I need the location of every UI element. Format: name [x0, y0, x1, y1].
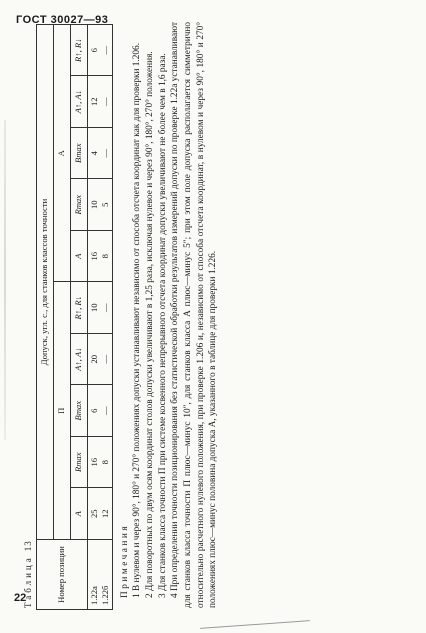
value: 25 — [89, 509, 100, 519]
value: 10 — [89, 200, 100, 210]
cell-a-a-updown — [88, 76, 112, 128]
subheader-a-a: A — [71, 231, 88, 283]
value: 4 — [89, 151, 100, 156]
note-4: 4 При определении точности позиционирования без статистической обработки результатов измерений допуски по проверке 1.22а устанавливают для станков класса точности П плюс—минус 10″, для станков класса А плюс—минус 5″; при этом поле допуска располагается симметрично относительно расчетного нулевого положения, при проверке 1.206 и, независимо от способа отсчета координат, в нулевом и через 90°, 180° и 270° положениях плюс—минус половина допуска А, указанного в таблице для проверки 1.226. — [170, 21, 219, 608]
scan-stray-line — [200, 620, 310, 629]
notes-title: Примечания — [119, 523, 130, 598]
subheader-row — [71, 25, 88, 610]
subheader-p-bmax: Bmax — [71, 385, 88, 437]
document-header: ГОСТ 30027—93 — [16, 14, 109, 26]
value: 6 — [89, 408, 100, 413]
value: 10 — [89, 303, 100, 313]
table-row — [88, 25, 112, 610]
subheader-p-rmax: Rmax — [71, 437, 88, 489]
table-caption-number: 13 — [23, 540, 33, 552]
cell-p-a — [88, 488, 112, 540]
value: 20 — [89, 354, 100, 364]
table-caption — [22, 20, 34, 608]
notes-section — [119, 22, 220, 608]
note-3: 3 Для станков класса точности П при системе косвенного непрерывного отсчета координат допуски увеличивают не более чем в 1,6 раза. — [157, 53, 168, 598]
col-header-class-p: П — [54, 282, 71, 540]
value: — — [99, 97, 110, 107]
subheader-p-a-updown: A↑, A↓ — [71, 334, 88, 386]
col-header-class-a: А — [54, 25, 71, 283]
subheader-a-a-updown: A↑, A↓ — [71, 76, 88, 128]
page-number: 22 — [14, 592, 27, 604]
cell-a-r-updown — [88, 25, 112, 77]
table-caption-label: Таблица — [23, 555, 33, 608]
tolerance-table — [36, 24, 112, 610]
cell-a-bmax — [88, 128, 112, 180]
value: 5 — [99, 202, 110, 207]
value: — — [99, 303, 110, 313]
col-header-position: Номер позиции — [37, 540, 88, 610]
position-1-22a: 1.22а — [89, 586, 100, 605]
cell-position — [88, 540, 112, 610]
value: 12 — [89, 97, 100, 107]
value: — — [99, 45, 110, 55]
subheader-p-r-updown: R↑, R↓ — [71, 282, 88, 334]
value: 12 — [99, 509, 110, 519]
cell-a-rmax — [88, 179, 112, 231]
cell-p-rmax — [88, 437, 112, 489]
value: 16 — [89, 457, 100, 467]
cell-p-bmax — [88, 385, 112, 437]
value: 8 — [99, 254, 110, 259]
note-2: 2 Для поворотных по двум осям координат столов допуски увеличивают в 1,25 раза, исключая нулевое и через 90°, 180°, 270° положения. — [144, 51, 155, 598]
subheader-p-a: A — [71, 488, 88, 540]
position-1-22b: 1.22б — [99, 585, 110, 605]
value: — — [99, 148, 110, 158]
cell-p-r-updown — [88, 282, 112, 334]
rotated-page-content — [22, 20, 392, 610]
value: 16 — [89, 251, 100, 261]
value: — — [99, 354, 110, 364]
note-1: 1 В нулевом и через 90°, 180° и 270° положениях допуски устанавливают независимо от способа отсчета координат как для проверки 1.206. — [132, 42, 143, 598]
value: 6 — [89, 48, 100, 53]
subheader-a-bmax: Bmax — [71, 128, 88, 180]
cell-p-a-updown — [88, 334, 112, 386]
value: 8 — [99, 460, 110, 465]
value: — — [99, 406, 110, 416]
subheader-a-rmax: Rmax — [71, 179, 88, 231]
col-header-tolerance-group: Допуск, угл. с., для станков классов точности — [37, 25, 54, 540]
cell-a-a — [88, 231, 112, 283]
subheader-a-r-updown: R↑, R↓ — [71, 25, 88, 77]
scan-edge-shadow — [4, 120, 6, 440]
